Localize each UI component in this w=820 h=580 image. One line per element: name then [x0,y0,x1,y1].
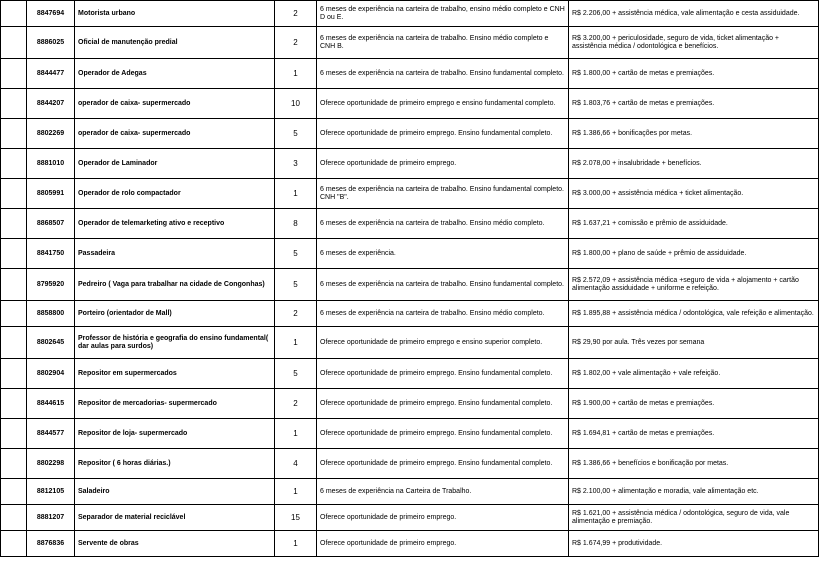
job-quantity: 2 [275,1,317,27]
job-title: Motorista urbano [75,1,275,27]
table-row [1,449,819,479]
job-requirements: 6 meses de experiência na carteira de trabalho, ensino médio completo e CNH D ou E. [317,1,569,27]
job-title: Pedreiro ( Vaga para trabalhar na cidade de Congonhas) [75,269,275,301]
table-row [1,505,819,531]
job-title: Operador de rolo compactador [75,179,275,209]
job-benefits: R$ 2.206,00 + assistência médica, vale alimentação e cesta assiduidade. [569,1,819,27]
blank-cell [1,269,27,301]
job-benefits: R$ 1.694,81 + cartão de metas e premiações. [569,419,819,449]
job-quantity: 1 [275,479,317,505]
job-code: 8868507 [27,209,75,239]
job-code: 8881010 [27,149,75,179]
blank-cell [1,531,27,557]
job-title: Servente de obras [75,531,275,557]
table-row [1,89,819,119]
job-code: 8844577 [27,419,75,449]
job-code: 8802298 [27,449,75,479]
table-row [1,239,819,269]
blank-cell [1,59,27,89]
job-code: 8841750 [27,239,75,269]
table-row [1,531,819,557]
job-quantity: 3 [275,149,317,179]
job-title: Repositor de mercadorias- supermercado [75,389,275,419]
job-quantity: 5 [275,119,317,149]
job-code: 8844477 [27,59,75,89]
job-requirements: Oferece oportunidade de primeiro emprego. [317,505,569,531]
job-code: 8802904 [27,359,75,389]
job-benefits: R$ 1.800,00 + plano de saúde + prêmio de assiduidade. [569,239,819,269]
job-title: Oficial de manutenção predial [75,27,275,59]
job-quantity: 5 [275,239,317,269]
job-quantity: 15 [275,505,317,531]
job-requirements: Oferece oportunidade de primeiro emprego. [317,531,569,557]
table-row [1,389,819,419]
blank-cell [1,419,27,449]
table-row [1,119,819,149]
job-code: 8812105 [27,479,75,505]
job-benefits: R$ 29,90 por aula. Três vezes por semana [569,327,819,359]
table-row [1,179,819,209]
job-benefits: R$ 3.000,00 + assistência médica + ticket alimentação. [569,179,819,209]
job-requirements: 6 meses de experiência na carteira de trabalho. Ensino médio completo. [317,301,569,327]
table-row [1,1,819,27]
table-row [1,327,819,359]
job-quantity: 1 [275,419,317,449]
job-quantity: 1 [275,327,317,359]
job-code: 8844615 [27,389,75,419]
job-quantity: 5 [275,359,317,389]
job-quantity: 1 [275,531,317,557]
blank-cell [1,179,27,209]
blank-cell [1,301,27,327]
job-title: Repositor em supermercados [75,359,275,389]
table-row [1,149,819,179]
table-row [1,479,819,505]
job-quantity: 5 [275,269,317,301]
blank-cell [1,209,27,239]
job-benefits: R$ 1.386,66 + benefícios e bonificação por metas. [569,449,819,479]
job-benefits: R$ 1.900,00 + cartão de metas e premiações. [569,389,819,419]
blank-cell [1,119,27,149]
job-benefits: R$ 1.802,00 + vale alimentação + vale refeição. [569,359,819,389]
job-requirements: 6 meses de experiência na carteira de trabalho. Ensino médio completo. [317,209,569,239]
blank-cell [1,327,27,359]
table-row [1,419,819,449]
blank-cell [1,449,27,479]
job-requirements: Oferece oportunidade de primeiro emprego. [317,149,569,179]
job-benefits: R$ 2.078,00 + insalubridade + benefícios. [569,149,819,179]
job-code: 8795920 [27,269,75,301]
blank-cell [1,479,27,505]
job-benefits: R$ 1.386,66 + bonificações por metas. [569,119,819,149]
blank-cell [1,359,27,389]
job-title: Porteiro (orientador de Mall) [75,301,275,327]
job-title: Saladeiro [75,479,275,505]
job-benefits: R$ 1.674,99 + produtividade. [569,531,819,557]
job-quantity: 2 [275,301,317,327]
job-title: Passadeira [75,239,275,269]
blank-cell [1,239,27,269]
job-requirements: 6 meses de experiência na carteira de trabalho. Ensino fundamental completo. [317,269,569,301]
job-listings-body [1,1,819,557]
job-quantity: 8 [275,209,317,239]
job-benefits: R$ 1.895,88 + assistência médica / odontológica, vale refeição e alimentação. [569,301,819,327]
blank-cell [1,89,27,119]
job-quantity: 2 [275,27,317,59]
job-code: 8802645 [27,327,75,359]
job-quantity: 1 [275,59,317,89]
job-title: operador de caixa- supermercado [75,89,275,119]
job-code: 8881207 [27,505,75,531]
blank-cell [1,1,27,27]
job-title: Operador de telemarketing ativo e receptivo [75,209,275,239]
job-requirements: Oferece oportunidade de primeiro emprego e ensino superior completo. [317,327,569,359]
job-benefits: R$ 1.621,00 + assistência médica / odontológica, seguro de vida, vale alimentação e premiação. [569,505,819,531]
job-benefits: R$ 1.637,21 + comissão e prêmio de assiduidade. [569,209,819,239]
table-row [1,359,819,389]
job-benefits: R$ 3.200,00 + periculosidade, seguro de vida, ticket alimentação + assistência médica / odontológica e benefícios. [569,27,819,59]
table-row [1,301,819,327]
job-code: 8802269 [27,119,75,149]
blank-cell [1,389,27,419]
job-requirements: 6 meses de experiência na carteira de trabalho. Ensino fundamental completo. CNH "B". [317,179,569,209]
job-benefits: R$ 1.803,76 + cartão de metas e premiações. [569,89,819,119]
job-code: 8876836 [27,531,75,557]
job-title: Separador de material reciclável [75,505,275,531]
job-benefits: R$ 2.572,09 + assistência médica +seguro de vida + alojamento + cartão alimentação assiduidade + uniforme e refeição. [569,269,819,301]
blank-cell [1,505,27,531]
job-requirements: Oferece oportunidade de primeiro emprego. Ensino fundamental completo. [317,389,569,419]
job-quantity: 2 [275,389,317,419]
job-code: 8805991 [27,179,75,209]
table-row [1,27,819,59]
job-quantity: 10 [275,89,317,119]
job-title: Repositor de loja- supermercado [75,419,275,449]
job-requirements: 6 meses de experiência na carteira de trabalho. Ensino fundamental completo. [317,59,569,89]
job-code: 8847694 [27,1,75,27]
job-title: Professor de história e geografia do ensino fundamental( dar aulas para surdos) [75,327,275,359]
blank-cell [1,27,27,59]
job-benefits: R$ 2.100,00 + alimentação e moradia, vale alimentação etc. [569,479,819,505]
job-requirements: Oferece oportunidade de primeiro emprego. Ensino fundamental completo. [317,449,569,479]
table-row [1,209,819,239]
job-requirements: 6 meses de experiência na carteira de trabalho. Ensino médio completo e CNH B. [317,27,569,59]
job-requirements: Oferece oportunidade de primeiro emprego. Ensino fundamental completo. [317,119,569,149]
job-quantity: 4 [275,449,317,479]
job-code: 8844207 [27,89,75,119]
job-quantity: 1 [275,179,317,209]
job-code: 8886025 [27,27,75,59]
job-requirements: 6 meses de experiência na Carteira de Trabalho. [317,479,569,505]
job-requirements: Oferece oportunidade de primeiro emprego. Ensino fundamental completo. [317,359,569,389]
job-benefits: R$ 1.800,00 + cartão de metas e premiações. [569,59,819,89]
job-requirements: 6 meses de experiência. [317,239,569,269]
table-row [1,59,819,89]
table-row [1,269,819,301]
job-requirements: Oferece oportunidade de primeiro emprego e ensino fundamental completo. [317,89,569,119]
job-title: Repositor ( 6 horas diárias.) [75,449,275,479]
job-requirements: Oferece oportunidade de primeiro emprego. Ensino fundamental completo. [317,419,569,449]
blank-cell [1,149,27,179]
job-code: 8858800 [27,301,75,327]
job-title: operador de caixa- supermercado [75,119,275,149]
job-title: Operador de Adegas [75,59,275,89]
job-title: Operador de Laminador [75,149,275,179]
